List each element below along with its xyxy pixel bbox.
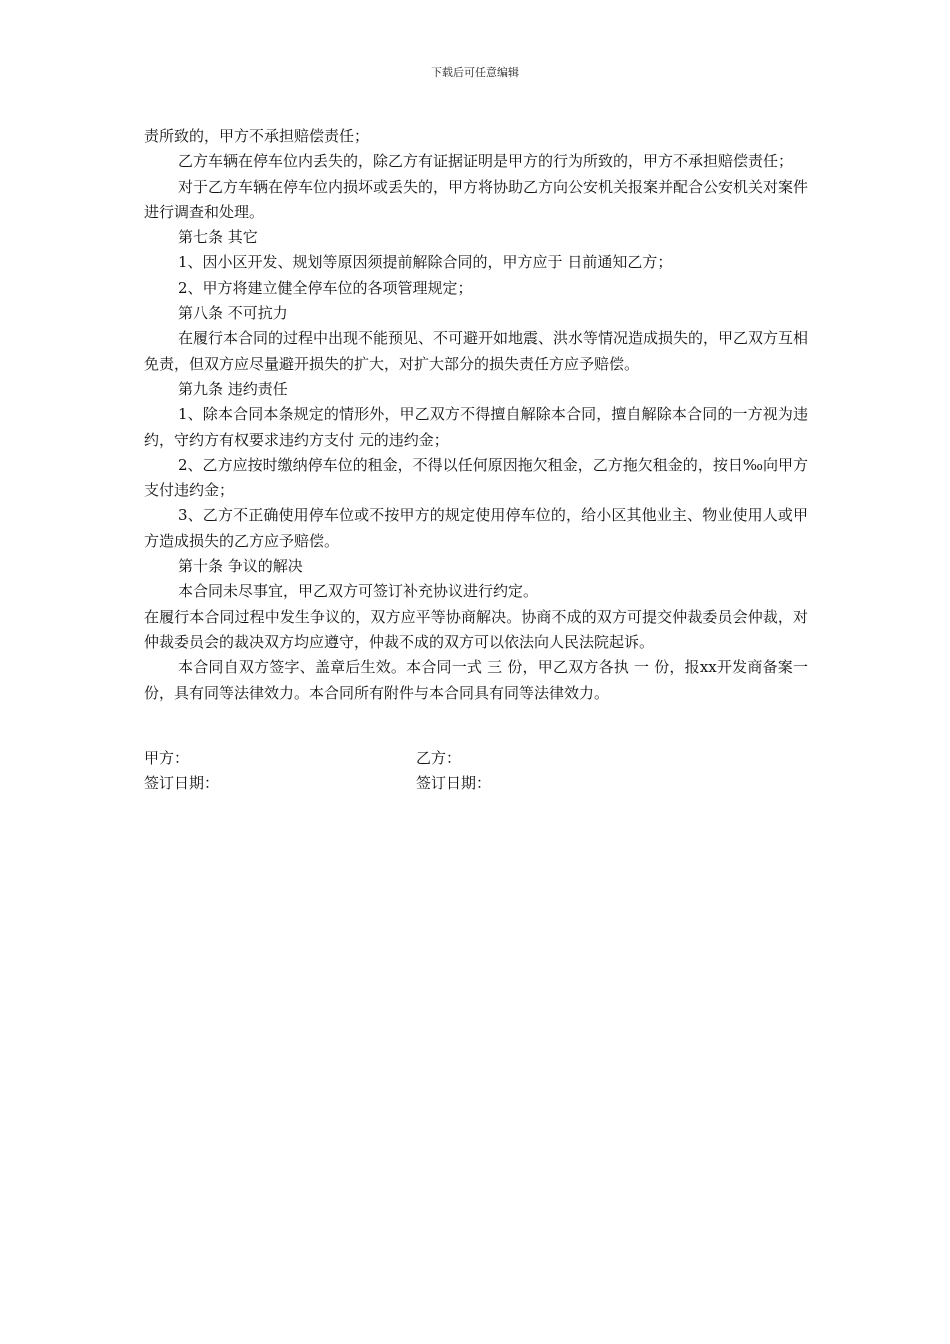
page-header-note: 下载后可任意编辑: [431, 66, 519, 79]
paragraph-vehicle-loss: 乙方车辆在停车位内丢失的，除乙方有证据证明是甲方的行为所致的，甲方不承担赔偿责任；: [178, 152, 794, 171]
signature-party-row: [144, 746, 808, 771]
contract-body: [144, 124, 808, 706]
article-7-item-2: 2、甲方将建立健全停车位的各项管理规定；: [178, 278, 473, 297]
article-7-item-1: 1、因小区开发、规划等原因须提前解除合同的，甲方应于 日前通知乙方；: [178, 253, 673, 272]
article-9-item-2: 2、乙方应按时缴纳停车位的租金，不得以任何原因拖欠租金，乙方拖欠租金的，按日‰向甲方支付违约金；: [144, 455, 808, 500]
article-8-body: 在履行本合同的过程中出现不能预见、不可避开如地震、洪水等情况造成损失的，甲乙双方互相免责，但双方应尽量避开损失的扩大，对扩大部分的损失责任方应予赔偿。: [144, 329, 809, 373]
article-9-item-3: 3、乙方不正确使用停车位或不按甲方的规定使用停车位的，给小区其他业主、物业使用人或甲方造成损失的乙方应予赔偿。: [144, 506, 808, 550]
article-9-heading: 第九条 违约责任: [178, 379, 288, 398]
article-8-heading: 第八条 不可抗力: [178, 304, 288, 323]
signature-date-row: [144, 771, 808, 796]
article-10-heading: 第十条 争议的解决: [178, 557, 303, 576]
party-a-date-label: 签订日期：: [144, 774, 220, 793]
party-b-label: 乙方：: [416, 749, 462, 767]
party-b-date-label: 签订日期：: [416, 774, 492, 793]
signature-block: [144, 746, 808, 797]
paragraph-effectiveness: 本合同自双方签字、盖章后生效。本合同一式 三 份，甲乙双方各执 一 份，报xx开发商备案一份，具有同等法律效力。本合同所有附件与本合同具有同等法律效力。: [144, 658, 808, 702]
article-10-supplement: 本合同未尽事宜，甲乙双方可签订补充协议进行约定。: [178, 582, 539, 601]
article-9-item-1: 1、除本合同本条规定的情形外，甲乙双方不得擅自解除本合同，擅自解除本合同的一方视为违约，守约方有权要求违约方支付 元的违约金；: [144, 405, 808, 449]
article-10-dispute: 在履行本合同过程中发生争议的，双方应平等协商解决。协商不成的双方可提交仲裁委员会仲裁，对仲裁委员会的裁决双方均应遵守，仲裁不成的双方可以依法向人民法院起诉。: [144, 607, 808, 651]
paragraph-liability-end: 责所致的，甲方不承担赔偿责任；: [144, 127, 370, 145]
party-a-label: 甲方：: [144, 749, 190, 767]
article-7-heading: 第七条 其它: [178, 228, 258, 247]
paragraph-police-report: 对于乙方车辆在停车位内损坏或丢失的，甲方将协助乙方向公安机关报案并配合公安机关对案件进行调查和处理。: [144, 177, 809, 221]
